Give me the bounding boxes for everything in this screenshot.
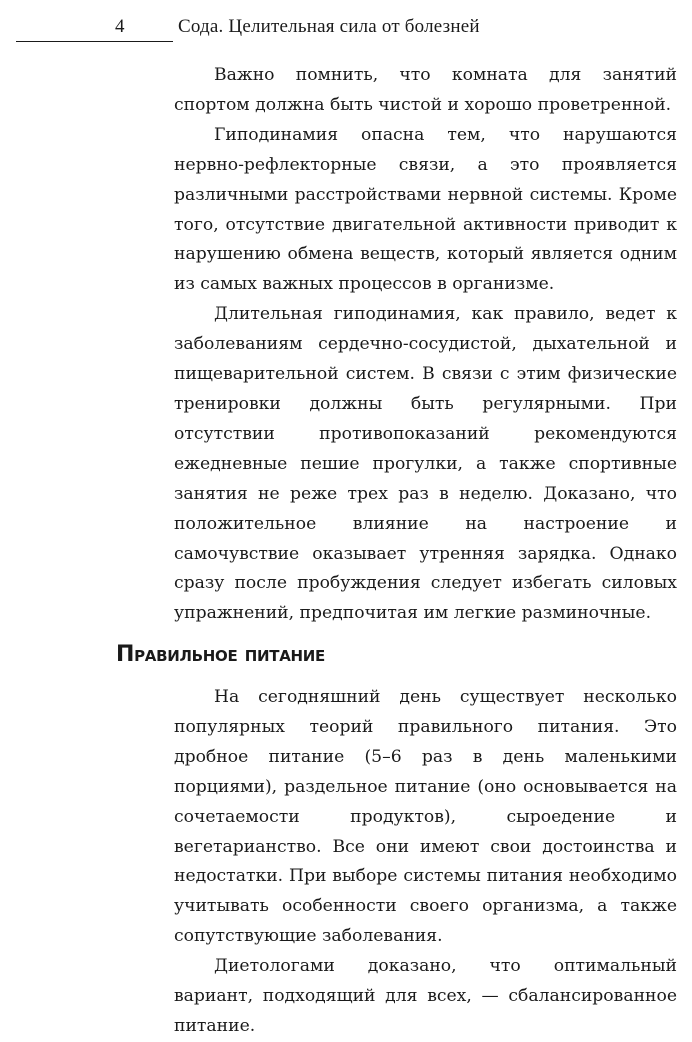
paragraph: Гиподинамия опасна тем, что нарушаются нервно-рефлекторные связи, а это проявляется различными расстройствами нервной системы. Кроме того, отсутствие двигательной активности приводит к нарушению обмена веществ, который является одним из самых важных процессов в организме. bbox=[174, 124, 677, 295]
body-text-section bbox=[174, 683, 677, 1042]
body-text-top bbox=[174, 61, 677, 629]
paragraph: Диетологами доказано, что оптимальный вариант, подходящий для всех, — сбалансированное питание. bbox=[174, 956, 677, 1036]
paragraph: Длительная гиподинамия, как правило, ведет к заболеваниям сердечно-сосудистой, дыхательной и пищеварительной систем. В связи с этим физические тренировки должны быть регулярными. При отсутствии противопоказаний рекомендуются ежедневные пешие прогулки, а также спортивные занятия не реже трех раз в неделю. Доказано, что положительное влияние на настроение и самочувствие оказывает утренняя зарядка. Однако сразу после пробуждения следует избегать силовых упражнений, предпочитая им легкие разминочные. bbox=[174, 304, 677, 624]
section-heading: Правильное питание bbox=[116, 642, 326, 667]
running-head bbox=[0, 14, 692, 46]
paragraph: На сегодняшний день существует несколько популярных теорий правильного питания. Это дробное питание (5–6 раз в день маленькими порциями), раздельное питание (оно основывается на сочетаемости продуктов), сыроедение и вегетарианство. Все они имеют свои достоинства и недостатки. При выборе системы питания необходимо учитывать особенности своего организма, а также сопутствующие заболевания. bbox=[174, 687, 677, 947]
page-number: 4 bbox=[115, 16, 125, 37]
book-title: Сода. Целительная сила от болезней bbox=[178, 16, 480, 37]
header-rule bbox=[16, 41, 173, 42]
paragraph: Важно помнить, что комната для занятий спортом должна быть чистой и хорошо проветренной. bbox=[174, 65, 677, 115]
